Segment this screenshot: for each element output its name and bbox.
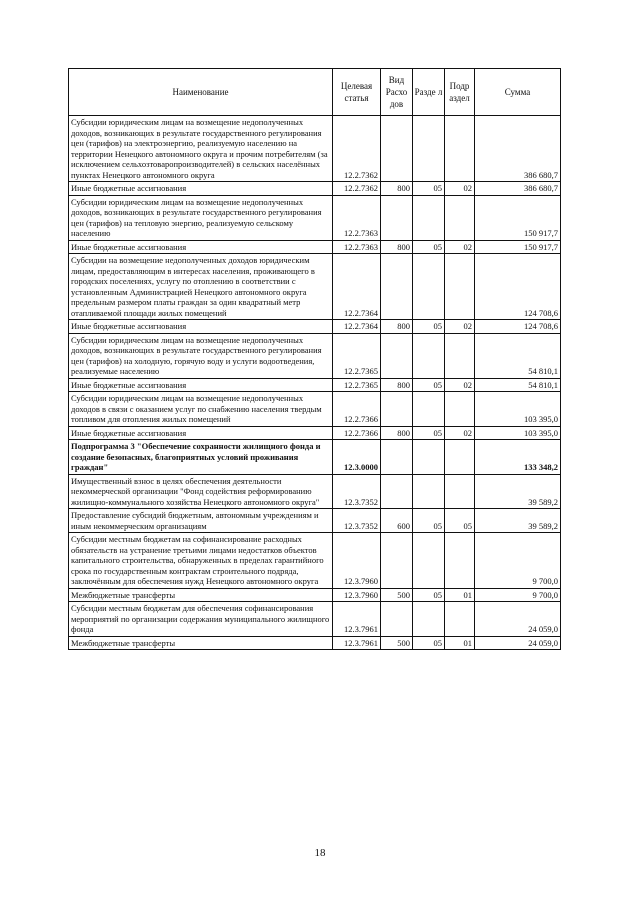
cell-target: 12.3.7961	[333, 636, 381, 650]
table-row	[69, 426, 561, 440]
cell-name: Иные бюджетные ассигнования	[69, 240, 333, 254]
cell-type	[381, 333, 413, 378]
cell-type: 800	[381, 426, 413, 440]
cell-sum: 9 700,0	[475, 533, 561, 589]
cell-name: Субсидии юридическим лицам на возмещение недополученных доходов, возникающих в результате государственного регулирования цен (тарифов) на тепловую энергию, реализуемую сельскому населению	[69, 195, 333, 240]
cell-subsection	[445, 195, 475, 240]
cell-subsection: 02	[445, 426, 475, 440]
cell-name: Имущественный взнос в целях обеспечения деятельности некоммерческой организации "Фонд содействия реформированию жилищно-коммунального хозяйства Ненецкого автономного округа"	[69, 474, 333, 509]
cell-subsection: 02	[445, 240, 475, 254]
cell-subsection	[445, 254, 475, 320]
cell-type: 800	[381, 240, 413, 254]
cell-target: 12.3.0000	[333, 440, 381, 475]
cell-subsection: 02	[445, 182, 475, 196]
cell-name: Субсидии юридическим лицам на возмещение недополученных доходов, возникающих в результате государственного регулирования цен (тарифов) на электроэнергию, реализуемую населению на территории Ненецкого автономного округа и прочим потребителям (за исключением сельхозтоваропроизводителей) в сельских населённых пунктах Ненецкого автономного округа	[69, 116, 333, 182]
cell-sum: 54 810,1	[475, 378, 561, 392]
header-section: Разде л	[413, 69, 445, 116]
cell-type: 500	[381, 588, 413, 602]
cell-subsection	[445, 474, 475, 509]
cell-subsection	[445, 440, 475, 475]
cell-type	[381, 116, 413, 182]
cell-sum: 39 589,2	[475, 509, 561, 533]
table-row	[69, 602, 561, 637]
cell-name: Межбюджетные трансферты	[69, 636, 333, 650]
cell-sum: 133 348,2	[475, 440, 561, 475]
cell-section	[413, 440, 445, 475]
table-row	[69, 320, 561, 334]
cell-name: Субсидии местным бюджетам для обеспечения софинансирования мероприятий по организации содержания муниципального жилищного фонда	[69, 602, 333, 637]
cell-subsection	[445, 533, 475, 589]
cell-subsection: 02	[445, 320, 475, 334]
cell-section: 05	[413, 240, 445, 254]
cell-type: 600	[381, 509, 413, 533]
cell-section: 05	[413, 182, 445, 196]
cell-type: 800	[381, 378, 413, 392]
cell-sum: 24 059,0	[475, 636, 561, 650]
cell-section	[413, 602, 445, 637]
cell-sum: 103 395,0	[475, 392, 561, 427]
cell-name: Иные бюджетные ассигнования	[69, 426, 333, 440]
table-row	[69, 509, 561, 533]
table-row	[69, 116, 561, 182]
header-subsection: Подр аздел	[445, 69, 475, 116]
cell-target: 12.2.7365	[333, 378, 381, 392]
cell-type: 800	[381, 320, 413, 334]
header-sum: Сумма	[475, 69, 561, 116]
cell-target: 12.2.7366	[333, 392, 381, 427]
cell-target: 12.2.7364	[333, 254, 381, 320]
cell-subsection	[445, 602, 475, 637]
budget-table	[68, 68, 561, 650]
table-row	[69, 533, 561, 589]
cell-target: 12.2.7365	[333, 333, 381, 378]
cell-target: 12.3.7960	[333, 533, 381, 589]
cell-section: 05	[413, 426, 445, 440]
cell-sum: 24 059,0	[475, 602, 561, 637]
cell-subsection	[445, 333, 475, 378]
cell-type	[381, 533, 413, 589]
page-number: 18	[314, 847, 326, 859]
cell-sum: 386 680,7	[475, 116, 561, 182]
cell-section: 05	[413, 378, 445, 392]
table-body	[69, 116, 561, 650]
header-target: Целевая статья	[333, 69, 381, 116]
cell-type	[381, 602, 413, 637]
table-row	[69, 378, 561, 392]
cell-target: 12.3.7352	[333, 509, 381, 533]
cell-name: Субсидии местным бюджетам на софинансирование расходных обязательств на устранение третьими лицами недостатков объектов капитального строительства, обнаруженных в пределах гарантийного срока по государственным контрактам строительного подряда, заключённым для обеспечения нужд Ненецкого автономного округа	[69, 533, 333, 589]
table-row	[69, 636, 561, 650]
cell-name: Субсидии юридическим лицам на возмещение недополученных доходов в связи с оказанием услуг по снабжению населения твердым топливом для отопления жилых помещений	[69, 392, 333, 427]
cell-target: 12.2.7362	[333, 116, 381, 182]
cell-name: Субсидии на возмещение недополученных доходов юридическим лицам, предоставляющим в интересах населения, проживающего в городских поселениях, услугу по отоплению в соответствии с установленным Администрацией Ненецкого автономного округа предельным размером платы граждан за один квадратный метр отапливаемой площади жилых помещений	[69, 254, 333, 320]
cell-type: 800	[381, 182, 413, 196]
cell-type	[381, 195, 413, 240]
cell-section	[413, 254, 445, 320]
table-row	[69, 254, 561, 320]
cell-section	[413, 116, 445, 182]
cell-target: 12.2.7363	[333, 240, 381, 254]
cell-name: Иные бюджетные ассигнования	[69, 378, 333, 392]
table-row	[69, 588, 561, 602]
cell-sum: 386 680,7	[475, 182, 561, 196]
table-row	[69, 392, 561, 427]
cell-section: 05	[413, 636, 445, 650]
cell-sum: 39 589,2	[475, 474, 561, 509]
cell-name: Иные бюджетные ассигнования	[69, 182, 333, 196]
cell-sum: 150 917,7	[475, 195, 561, 240]
cell-section: 05	[413, 509, 445, 533]
cell-section	[413, 333, 445, 378]
cell-type: 500	[381, 636, 413, 650]
cell-name: Предоставление субсидий бюджетным, автономным учреждениям и иным некоммерческим организациям	[69, 509, 333, 533]
cell-target: 12.3.7960	[333, 588, 381, 602]
cell-target: 12.3.7961	[333, 602, 381, 637]
cell-section	[413, 533, 445, 589]
cell-target: 12.2.7362	[333, 182, 381, 196]
table-row	[69, 474, 561, 509]
cell-name: Межбюджетные трансферты	[69, 588, 333, 602]
cell-section	[413, 195, 445, 240]
header-type: Вид Расхо дов	[381, 69, 413, 116]
cell-target: 12.3.7352	[333, 474, 381, 509]
cell-subsection: 02	[445, 378, 475, 392]
cell-type	[381, 440, 413, 475]
cell-name: Иные бюджетные ассигнования	[69, 320, 333, 334]
cell-subsection: 05	[445, 509, 475, 533]
cell-section: 05	[413, 588, 445, 602]
cell-name: Субсидии юридическим лицам на возмещение недополученных доходов, возникающих в результате государственного регулирования цен (тарифов) на холодную, горячую воду и услуги водоотведения, реализуемые населению	[69, 333, 333, 378]
cell-target: 12.2.7366	[333, 426, 381, 440]
cell-sum: 124 708,6	[475, 320, 561, 334]
cell-name: Подпрограмма 3 "Обеспечение сохранности жилищного фонда и создание безопасных, благоприятных условий проживания граждан"	[69, 440, 333, 475]
cell-sum: 9 700,0	[475, 588, 561, 602]
table-header-row	[69, 69, 561, 116]
cell-section: 05	[413, 320, 445, 334]
cell-sum: 54 810,1	[475, 333, 561, 378]
cell-sum: 103 395,0	[475, 426, 561, 440]
table-row	[69, 440, 561, 475]
cell-sum: 124 708,6	[475, 254, 561, 320]
cell-type	[381, 254, 413, 320]
cell-subsection: 01	[445, 588, 475, 602]
table-row	[69, 240, 561, 254]
table-row	[69, 195, 561, 240]
cell-subsection: 01	[445, 636, 475, 650]
cell-section	[413, 392, 445, 427]
cell-subsection	[445, 116, 475, 182]
cell-type	[381, 392, 413, 427]
cell-target: 12.2.7364	[333, 320, 381, 334]
table-row	[69, 182, 561, 196]
cell-target: 12.2.7363	[333, 195, 381, 240]
header-name: Наименование	[69, 69, 333, 116]
cell-section	[413, 474, 445, 509]
cell-subsection	[445, 392, 475, 427]
table-row	[69, 333, 561, 378]
cell-type	[381, 474, 413, 509]
cell-sum: 150 917,7	[475, 240, 561, 254]
